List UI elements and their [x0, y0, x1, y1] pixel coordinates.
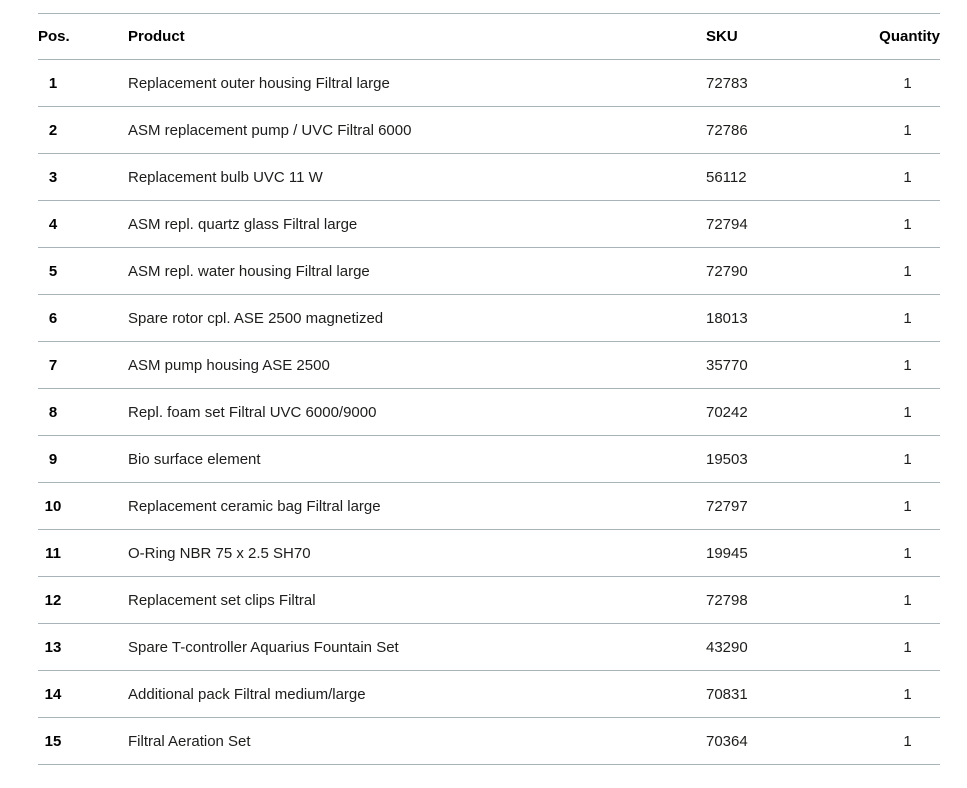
table-row	[38, 248, 940, 295]
column-header-pos: Pos.	[38, 28, 70, 45]
quantity-cell: 1	[903, 544, 912, 562]
sku-cell: 18013	[706, 309, 748, 327]
table-row	[38, 624, 940, 671]
table-header	[38, 14, 940, 60]
sku-cell: 56112	[706, 168, 747, 186]
sku-cell: 19503	[706, 450, 748, 468]
quantity-cell: 1	[903, 356, 912, 374]
table-row	[38, 154, 940, 201]
table-row	[38, 718, 940, 765]
product-cell: Replacement ceramic bag Filtral large	[128, 497, 381, 515]
product-cell: ASM repl. water housing Filtral large	[128, 262, 370, 280]
quantity-cell: 1	[903, 591, 912, 609]
product-cell: Filtral Aeration Set	[128, 732, 251, 750]
product-cell: ASM repl. quartz glass Filtral large	[128, 215, 358, 233]
table-row	[38, 389, 940, 436]
pos-cell: 6	[48, 309, 58, 327]
table-body	[38, 60, 940, 765]
sku-cell: 70242	[706, 403, 748, 421]
pos-cell: 1	[48, 74, 58, 92]
sku-cell: 19945	[706, 544, 748, 562]
quantity-cell: 1	[903, 497, 912, 515]
table-row	[38, 483, 940, 530]
pos-cell: 12	[44, 591, 62, 609]
column-header-quantity: Quantity	[879, 28, 940, 45]
table-row	[38, 671, 940, 718]
product-cell: ASM replacement pump / UVC Filtral 6000	[128, 121, 412, 139]
table-row	[38, 577, 940, 624]
sku-cell: 72798	[706, 591, 748, 609]
table-row	[38, 201, 940, 248]
table-row	[38, 342, 940, 389]
pos-cell: 15	[44, 732, 62, 750]
product-cell: O-Ring NBR 75 x 2.5 SH70	[128, 544, 311, 562]
table-row	[38, 530, 940, 577]
pos-cell: 10	[44, 497, 62, 515]
product-cell: Replacement set clips Filtral	[128, 591, 316, 609]
product-cell: Replacement outer housing Filtral large	[128, 74, 390, 92]
pos-cell: 9	[48, 450, 58, 468]
pos-cell: 8	[48, 403, 58, 421]
table-row	[38, 60, 940, 107]
sku-cell: 70364	[706, 732, 748, 750]
column-header-sku: SKU	[706, 28, 738, 45]
pos-cell: 14	[44, 685, 62, 703]
sku-cell: 72797	[706, 497, 748, 515]
quantity-cell: 1	[903, 403, 912, 421]
pos-cell: 11	[45, 544, 61, 562]
column-header-product: Product	[128, 28, 185, 45]
sku-cell: 35770	[706, 356, 748, 374]
sku-cell: 72794	[706, 215, 748, 233]
pos-cell: 7	[48, 356, 58, 374]
quantity-cell: 1	[903, 732, 912, 750]
quantity-cell: 1	[903, 168, 912, 186]
quantity-cell: 1	[903, 309, 912, 327]
pos-cell: 5	[48, 262, 58, 280]
sku-cell: 43290	[706, 638, 748, 656]
quantity-cell: 1	[903, 638, 912, 656]
table-row	[38, 436, 940, 483]
product-cell: ASM pump housing ASE 2500	[128, 356, 330, 374]
product-cell: Repl. foam set Filtral UVC 6000/9000	[128, 403, 377, 421]
product-cell: Spare rotor cpl. ASE 2500 magnetized	[128, 309, 384, 327]
sku-cell: 72786	[706, 121, 748, 139]
quantity-cell: 1	[903, 121, 912, 139]
spare-parts-table	[38, 13, 940, 765]
pos-cell: 3	[48, 168, 58, 186]
product-cell: Additional pack Filtral medium/large	[128, 685, 366, 703]
product-cell: Replacement bulb UVC 11 W	[128, 168, 323, 186]
pos-cell: 2	[48, 121, 58, 139]
quantity-cell: 1	[903, 685, 912, 703]
quantity-cell: 1	[903, 74, 912, 92]
table-row	[38, 107, 940, 154]
quantity-cell: 1	[903, 262, 912, 280]
product-cell: Spare T-controller Aquarius Fountain Set	[128, 638, 399, 656]
quantity-cell: 1	[903, 450, 912, 468]
header-row	[38, 14, 940, 60]
pos-cell: 4	[48, 215, 58, 233]
pos-cell: 13	[44, 638, 62, 656]
sku-cell: 72783	[706, 74, 748, 92]
product-cell: Bio surface element	[128, 450, 261, 468]
table-row	[38, 295, 940, 342]
quantity-cell: 1	[903, 215, 912, 233]
sku-cell: 70831	[706, 685, 748, 703]
sku-cell: 72790	[706, 262, 748, 280]
